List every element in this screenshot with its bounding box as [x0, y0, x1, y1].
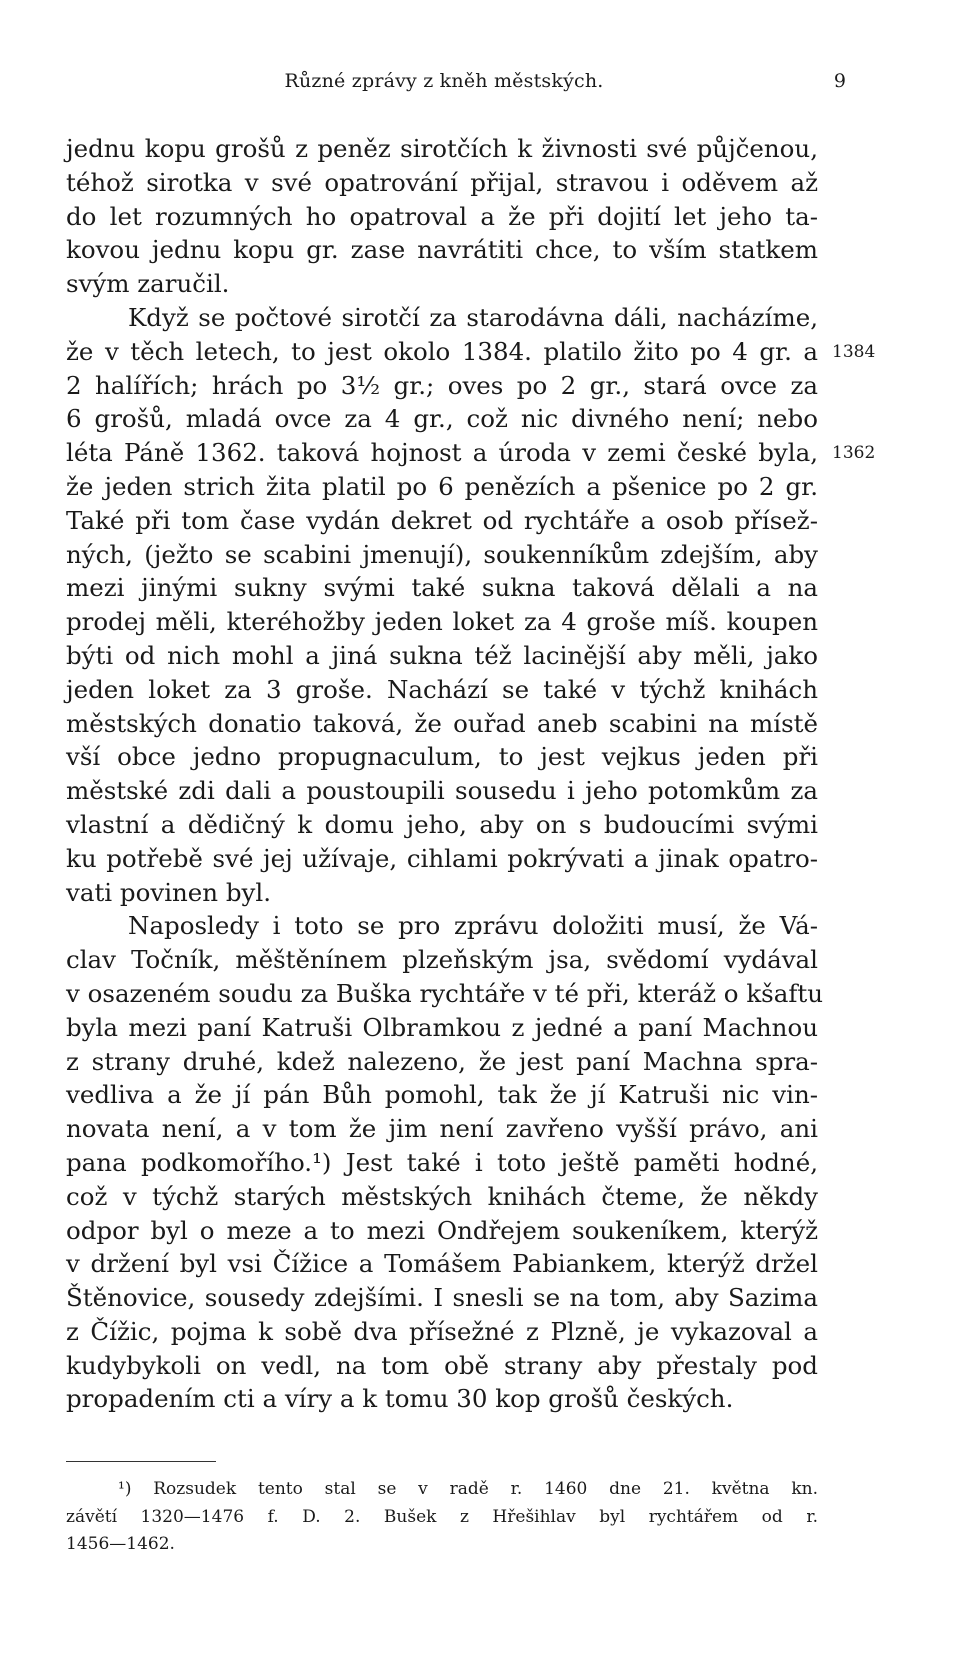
text-line: vati povinen byl. — [66, 877, 272, 907]
text-line: Když se počtové sirotčí za starodávna dáli, nacházíme, — [128, 302, 818, 332]
text-line: býti od nich mohl a jiná sukna též lacinější aby měli, jako — [66, 640, 818, 670]
text-line: do let rozumných ho opatroval a že při dojití let jeho ta- — [66, 201, 818, 231]
footnote-line: ¹) Rozsudek tento stal se v radě r. 1460 dne 21. května kn. — [118, 1479, 818, 1499]
text-line: mezi jinými sukny svými také sukna taková dělali a na — [66, 573, 818, 603]
text-line: v osazeném soudu za Buška rychtáře v té při, kteráž o kšaftu — [66, 978, 824, 1008]
footnote-line: závětí 1320—1476 f. D. 2. Bušek z Hřešihlav byl rychtářem od r. — [66, 1506, 818, 1527]
text-line: z Čížic, pojma k sobě dva přísežné z Plzně, je vykazoval a — [66, 1316, 818, 1346]
text-line: městské zdi dali a poustoupili sousedu i jeho potomkům za — [66, 776, 818, 806]
text-line: 2 halířích; hrách po 3½ gr.; oves po 2 gr., stará ovce za — [66, 370, 818, 400]
margin-year-note: 1362 — [832, 443, 876, 464]
text-line: městských donatio taková, že ouřad aneb scabini na místě — [66, 708, 818, 738]
text-line: prodej měli, kteréhožby jeden loket za 4 groše míš. koupen — [66, 607, 818, 637]
text-line: z strany druhé, kdež nalezeno, že jest paní Machna spra- — [66, 1046, 818, 1076]
text-line: clav Točník, měštěnínem plzeňským jsa, svědomí vydával — [66, 945, 818, 975]
page-header — [66, 70, 846, 100]
text-line: jeden loket za 3 groše. Nachází se také v týchž knihách — [66, 674, 818, 704]
text-line: Také při tom čase vydán dekret od rychtáře a osob přísež- — [66, 505, 818, 535]
text-line: ku potřebě své jej užívaje, cihlami pokrývati a jinak opatro- — [66, 843, 818, 873]
text-line: kudybykoli on vedl, na tom obě strany aby přestaly pod — [66, 1350, 818, 1380]
text-line: téhož sirotka v své opatrování přijal, stravou i oděvem až — [66, 167, 818, 197]
footnote-rule — [66, 1461, 216, 1462]
text-line: léta Páně 1362. taková hojnost a úroda v zemi české byla, — [66, 438, 818, 468]
text-line: byla mezi paní Katruši Olbramkou z jedné a paní Machnou — [66, 1012, 818, 1042]
text-line: že v těch letech, to jest okolo 1384. platilo žito po 4 gr. a — [66, 336, 818, 366]
text-line: pana podkomořího.¹) Jest také i toto ještě paměti hodné, — [66, 1147, 818, 1177]
text-line: vedliva a že jí pán Bůh pomohl, tak že jí Katruši nic vin- — [66, 1080, 818, 1110]
text-line: odpor byl o meze a to mezi Ondřejem soukeníkem, kterýž — [66, 1215, 818, 1245]
text-line: novata není, a v tom že jim není zavřeno vyšší právo, ani — [66, 1114, 818, 1144]
text-line: 6 grošů, mladá ovce za 4 gr., což nic divného není; nebo — [66, 404, 818, 434]
text-line: Naposledy i toto se pro zprávu doložiti musí, že Vá- — [128, 911, 818, 941]
margin-year-note: 1384 — [832, 341, 876, 362]
text-line: Štěnovice, sousedy zdejšími. I snesli se na tom, aby Sazima — [66, 1283, 818, 1313]
footnote-line: 1456—1462. — [66, 1534, 175, 1554]
text-line: vlastní a dědičný k domu jeho, aby on s budoucími svými — [66, 809, 818, 839]
text-line: jednu kopu grošů z peněz sirotčích k živnosti své půjčenou, — [66, 134, 818, 163]
text-line: svým zaručil. — [66, 269, 230, 299]
text-line: že jeden strich žita platil po 6 penězích a pšenice po 2 gr. — [66, 471, 818, 501]
text-line: vší obce jedno propugnaculum, to jest vejkus jeden při — [66, 742, 818, 772]
text-line: což v týchž starých městských knihách čteme, že někdy — [66, 1181, 818, 1211]
text-line: ných, (ježto se scabini jmenují), soukenníkům zdejším, aby — [66, 539, 818, 569]
page-number: 9 — [833, 70, 846, 92]
footnotes — [66, 1476, 818, 1559]
text-line: kovou jednu kopu gr. zase navrátiti chce, to vším statkem — [66, 235, 818, 265]
body-text — [66, 132, 824, 1416]
text-line: v držení byl vsi Čížice a Tomášem Pabiankem, kterýž držel — [66, 1249, 818, 1279]
running-title: Různé zprávy z kněh městských. — [284, 70, 604, 92]
text-line: propadením cti a víry a k tomu 30 kop grošů českých. — [66, 1384, 734, 1414]
